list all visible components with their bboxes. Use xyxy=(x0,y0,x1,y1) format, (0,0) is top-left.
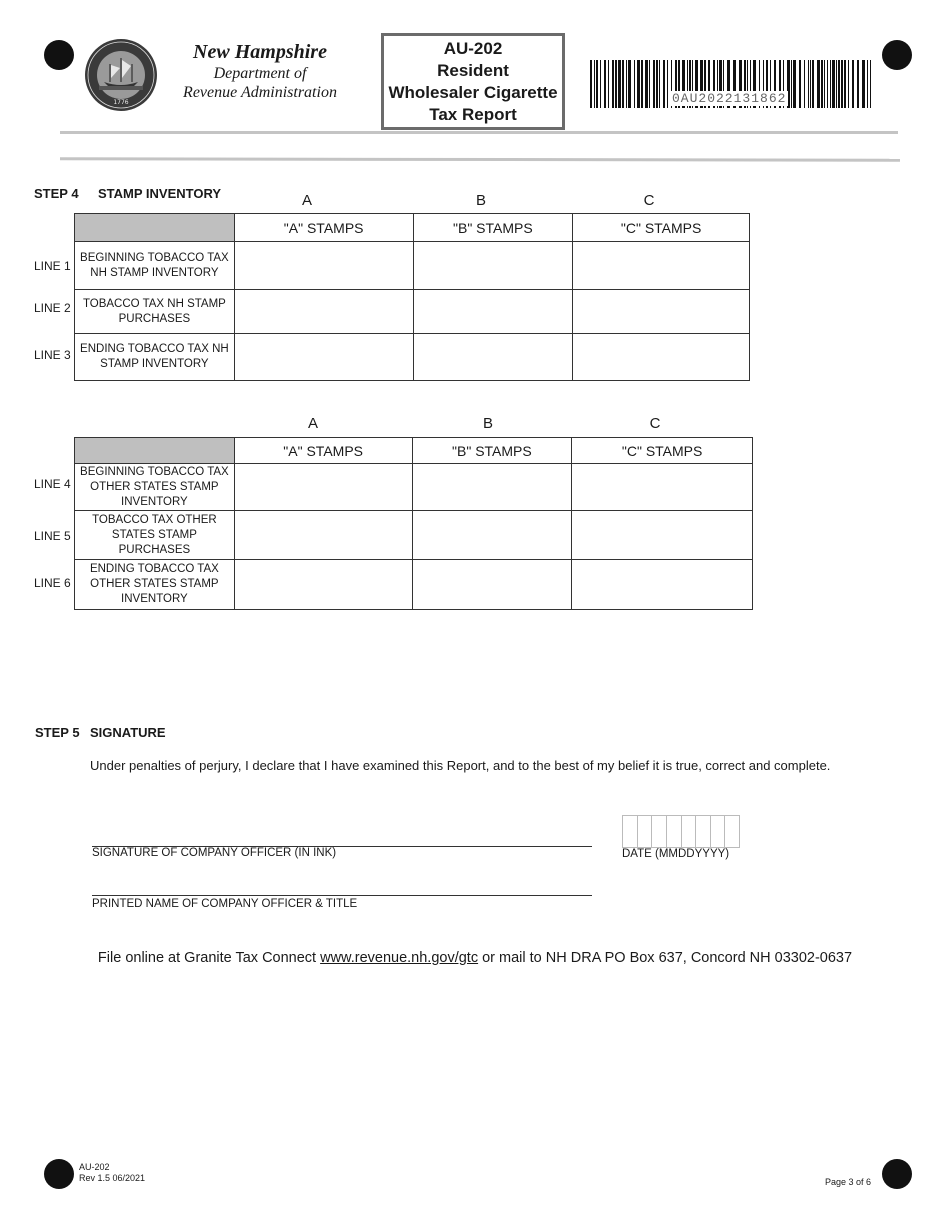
other-states-stamp-inventory-table xyxy=(74,437,753,610)
line6-description: ENDING TOBACCO TAX OTHER STATES STAMP INVENTORY xyxy=(75,560,235,610)
footer-form-code: AU-202 xyxy=(79,1162,110,1172)
barcode-bar xyxy=(649,60,650,108)
line6-label: LINE 6 xyxy=(34,576,71,590)
barcode-bar xyxy=(791,60,792,108)
form-title-line-3: Tax Report xyxy=(429,104,517,124)
state-name: New Hampshire xyxy=(193,41,327,63)
page-number: Page 3 of 6 xyxy=(825,1177,872,1187)
line1-description: BEGINNING TOBACCO TAX NH STAMP INVENTORY xyxy=(75,242,235,290)
date-digit-box[interactable] xyxy=(623,816,638,847)
table1-column-letter-a: A xyxy=(301,192,312,209)
date-digit-box[interactable] xyxy=(711,816,726,847)
barcode-bar xyxy=(824,60,825,108)
line2-label: LINE 2 xyxy=(34,301,71,315)
step4-title: STAMP INVENTORY xyxy=(98,186,222,201)
barcode-bar xyxy=(827,60,828,108)
barcode-bar xyxy=(836,60,837,108)
step5-title: SIGNATURE xyxy=(90,725,166,740)
registration-mark-top-right xyxy=(882,40,912,70)
line1-c-stamps-field[interactable] xyxy=(573,242,750,290)
barcode-bar xyxy=(817,60,820,108)
line5-a-stamps-field[interactable] xyxy=(234,511,412,560)
table2-header-a-stamps: "A" STAMPS xyxy=(234,438,412,464)
barcode-bar xyxy=(604,60,606,108)
barcode-bar xyxy=(615,60,617,108)
perjury-declaration: Under penalties of perjury, I declare that I have examined this Report, and to the best of my belief it is true, correct and complete. xyxy=(90,758,831,773)
step5-label: STEP 5 xyxy=(35,725,80,740)
barcode-bar xyxy=(848,60,849,108)
table2-column-letter-b: B xyxy=(482,415,493,432)
barcode-bar xyxy=(590,60,592,108)
barcode-bar xyxy=(844,60,846,108)
filing-note-prefix: File online at Granite Tax Connect xyxy=(97,950,321,966)
table1-header-c-stamps: "C" STAMPS xyxy=(573,214,750,242)
table2-column-letter-a: A xyxy=(307,415,318,432)
line3-b-stamps-field[interactable] xyxy=(413,334,573,381)
barcode-bar xyxy=(804,60,805,108)
barcode-bar xyxy=(862,60,865,108)
line2-description: TOBACCO TAX NH STAMP PURCHASES xyxy=(75,290,235,334)
barcode-bar xyxy=(810,60,811,108)
date-digit-box[interactable] xyxy=(638,816,653,847)
header-divider-bottom xyxy=(60,157,900,161)
barcode-bar xyxy=(596,60,598,108)
printed-name-label: PRINTED NAME OF COMPANY OFFICER & TITLE xyxy=(92,898,358,910)
step4-label: STEP 4 xyxy=(34,186,79,201)
date-digit-box[interactable] xyxy=(682,816,697,847)
date-digit-box[interactable] xyxy=(667,816,682,847)
agency-name xyxy=(170,40,350,102)
line3-a-stamps-field[interactable] xyxy=(234,334,413,381)
barcode-bar xyxy=(821,60,823,108)
filing-instructions xyxy=(0,950,950,966)
line1-a-stamps-field[interactable] xyxy=(234,242,413,290)
date-input-boxes[interactable] xyxy=(622,815,740,848)
registration-mark-bottom-right xyxy=(882,1159,912,1189)
table2-header-c-stamps: "C" STAMPS xyxy=(572,438,753,464)
state-seal-icon xyxy=(84,38,158,112)
barcode-bar xyxy=(622,60,624,108)
barcode-bar xyxy=(659,60,660,108)
line6-c-stamps-field[interactable] xyxy=(572,560,753,610)
line2-b-stamps-field[interactable] xyxy=(413,290,573,334)
footer-revision: Rev 1.5 06/2021 xyxy=(79,1173,146,1183)
line3-c-stamps-field[interactable] xyxy=(573,334,750,381)
printed-name-line[interactable] xyxy=(92,895,592,896)
line5-label: LINE 5 xyxy=(34,529,71,543)
barcode-bar xyxy=(626,60,627,108)
barcode-bar xyxy=(600,60,601,108)
nh-stamp-inventory-table xyxy=(74,213,750,381)
table1-header-b-stamps: "B" STAMPS xyxy=(413,214,573,242)
line1-label: LINE 1 xyxy=(34,259,71,273)
barcode-bar xyxy=(808,60,809,108)
line2-a-stamps-field[interactable] xyxy=(234,290,413,334)
barcode-bar xyxy=(812,60,814,108)
footer-form-id xyxy=(79,1162,145,1184)
line3-label: LINE 3 xyxy=(34,348,71,362)
line6-b-stamps-field[interactable] xyxy=(412,560,572,610)
table1-header-a-stamps: "A" STAMPS xyxy=(234,214,413,242)
barcode-bar xyxy=(667,60,668,108)
barcode-bar xyxy=(841,60,843,108)
line2-c-stamps-field[interactable] xyxy=(573,290,750,334)
filing-note-suffix: or mail to NH DRA PO Box 637, Concord NH 03302-0637 xyxy=(478,950,853,966)
date-label: DATE (MMDDYYYY) xyxy=(622,848,730,860)
line4-label: LINE 4 xyxy=(34,477,71,491)
barcode-bar xyxy=(830,60,831,108)
gtc-website-link[interactable]: www.revenue.nh.gov/gtc xyxy=(320,950,479,966)
barcode-bar xyxy=(663,60,665,108)
seal-year: 1776 xyxy=(113,99,129,106)
barcode-bar xyxy=(628,60,631,108)
date-digit-box[interactable] xyxy=(696,816,711,847)
barcode-bar xyxy=(838,60,840,108)
barcode-bar xyxy=(799,60,801,108)
barcode-bar xyxy=(637,60,640,108)
table2-header-blank xyxy=(75,438,235,464)
table1-header-blank xyxy=(75,214,235,242)
date-digit-box[interactable] xyxy=(725,816,739,847)
department-line-1: Department of xyxy=(213,65,307,82)
line4-a-stamps-field[interactable] xyxy=(234,464,412,511)
line4-description: BEGINNING TOBACCO TAX OTHER STATES STAMP INVENTORY xyxy=(75,464,235,511)
line5-b-stamps-field[interactable] xyxy=(412,511,572,560)
barcode-bar xyxy=(618,60,621,108)
barcode-bar xyxy=(870,60,871,108)
date-digit-box[interactable] xyxy=(652,816,667,847)
line4-c-stamps-field[interactable] xyxy=(572,464,753,511)
line3-description: ENDING TOBACCO TAX NH STAMP INVENTORY xyxy=(75,334,235,381)
barcode-bar xyxy=(608,60,609,108)
line1-b-stamps-field[interactable] xyxy=(413,242,573,290)
table2-header-b-stamps: "B" STAMPS xyxy=(412,438,572,464)
barcode-bar xyxy=(634,60,635,108)
barcode-bar xyxy=(832,60,835,108)
line4-b-stamps-field[interactable] xyxy=(412,464,572,511)
barcode-bar xyxy=(612,60,614,108)
line5-description: TOBACCO TAX OTHER STATES STAMP PURCHASES xyxy=(75,511,235,560)
registration-mark-top-left xyxy=(44,40,74,70)
signature-label: SIGNATURE OF COMPANY OFFICER (IN INK) xyxy=(92,847,337,859)
barcode-bar xyxy=(852,60,854,108)
barcode-bar xyxy=(656,60,658,108)
table1-column-letter-c: C xyxy=(643,192,655,209)
barcode-bar xyxy=(867,60,868,108)
line5-c-stamps-field[interactable] xyxy=(572,511,753,560)
barcode-bar xyxy=(653,60,655,108)
barcode-bar xyxy=(857,60,859,108)
barcode-bar xyxy=(645,60,648,108)
line6-a-stamps-field[interactable] xyxy=(234,560,412,610)
barcode-bar xyxy=(641,60,643,108)
barcode-bar xyxy=(594,60,595,108)
form-title-line-2: Wholesaler Cigarette xyxy=(388,82,558,102)
table1-column-letter-b: B xyxy=(475,192,486,209)
table2-column-letter-c: C xyxy=(649,415,661,432)
department-line-2: Revenue Administration xyxy=(183,84,337,101)
form-title-line-1: Resident xyxy=(437,60,509,80)
registration-mark-bottom-left xyxy=(44,1159,74,1189)
header-divider-top xyxy=(60,131,898,134)
barcode-number: 0AU2022131862 xyxy=(672,91,787,106)
form-id: AU-202 xyxy=(443,38,503,58)
form-title-box xyxy=(381,33,565,130)
barcode-bar xyxy=(793,60,796,108)
